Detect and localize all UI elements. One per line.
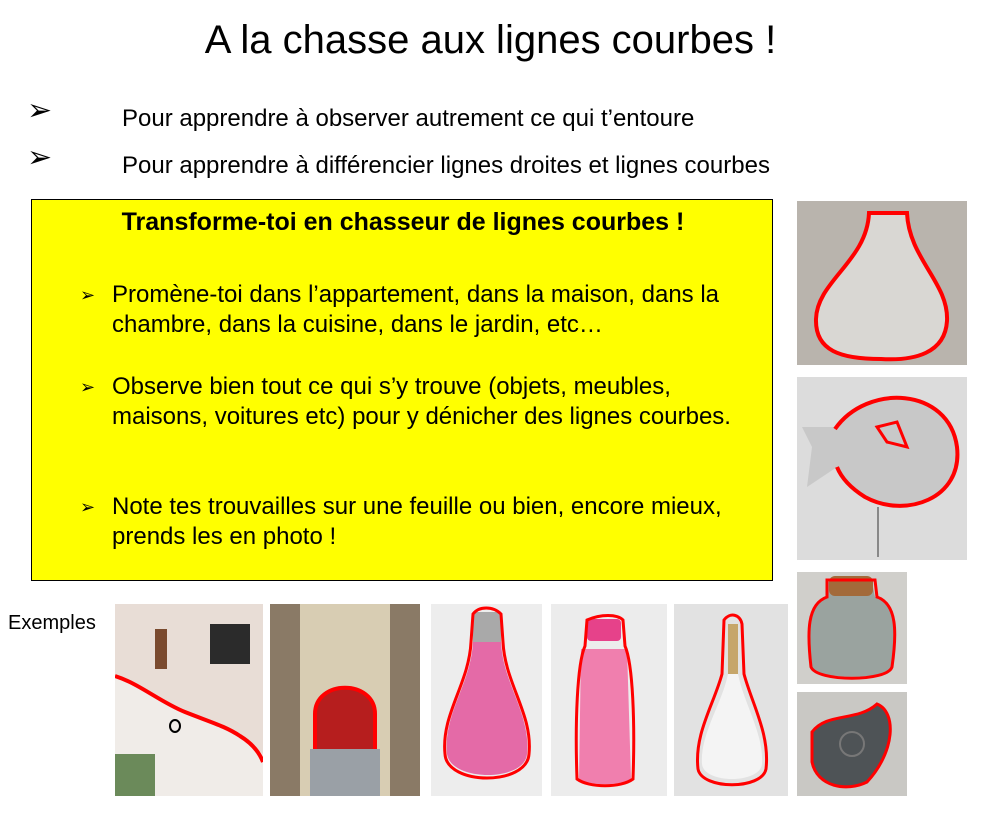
arrow-bullet-icon: ➢ (27, 141, 53, 174)
arrow-bullet-icon: ➢ (80, 285, 96, 305)
photo-perfume-bottle (674, 604, 788, 796)
intro-line-1: Pour apprendre à observer autrement ce qui t’entoure (122, 105, 695, 132)
instruction-text: Observe bien tout ce qui s’y trouve (objets, meubles, maisons, voitures etc) pour y dénicher des lignes courbes. (112, 373, 731, 430)
instruction-item (80, 372, 762, 432)
photo-fish (797, 377, 967, 560)
photo-vase (797, 201, 967, 365)
photo-bulb-bottle (431, 604, 542, 796)
instruction-item (80, 492, 762, 552)
instruction-box (31, 199, 773, 581)
photo-jar (797, 572, 907, 684)
box-title: Transforme-toi en chasseur de lignes courbes ! (121, 208, 685, 236)
arrow-bullet-icon: ➢ (80, 497, 96, 517)
photo-house-wall (115, 604, 263, 796)
photo-stone (797, 692, 907, 796)
examples-label: Exemples (8, 612, 96, 634)
intro-line-2: Pour apprendre à différencier lignes droites et lignes courbes (122, 152, 770, 179)
instruction-item (80, 280, 762, 340)
photo-gate (270, 604, 420, 796)
photo-pink-bottle (551, 604, 667, 796)
instruction-text: Note tes trouvailles sur une feuille ou bien, encore mieux, prends les en photo ! (112, 493, 722, 550)
page-title: A la chasse aux lignes courbes ! (204, 18, 777, 62)
arrow-bullet-icon: ➢ (27, 94, 53, 127)
arrow-bullet-icon: ➢ (80, 377, 96, 397)
instruction-text: Promène-toi dans l’appartement, dans la maison, dans la chambre, dans la cuisine, dans le jardin, etc… (112, 281, 720, 338)
